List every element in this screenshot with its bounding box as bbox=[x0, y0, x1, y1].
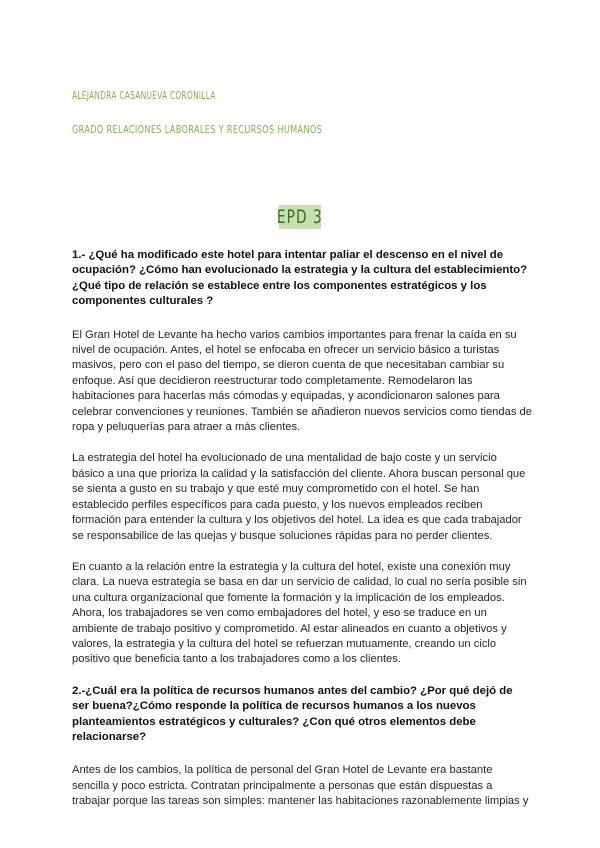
author-name: ALEJANDRA CASANUEVA CORONILLA bbox=[72, 90, 216, 102]
degree-name: GRADO RELACIONES LABORALES Y RECURSOS HUMANOS bbox=[72, 124, 323, 136]
answer-1-paragraph-1: El Gran Hotel de Levante ha hecho varios cambios importantes para frenar la caída en su nivel de ocupación. Antes, el hotel se enfocaba en ofrecer un servicio básico a turistas masivos, pero con el paso del tiempo, se dieron cuenta de que necesitaban cambiar su enfoque. Así que decidieron reestructurar todo completamente. Remodelaron las habitaciones para hacerlas más cómodas y equipadas, y acondicionaron salones para celebrar convenciones y reuniones. También se añadieron nuevos servicios como tiendas de ropa y peluquerías para atraer a más clientes. bbox=[72, 328, 532, 434]
answer-1-paragraph-3: En cuanto a la relación entre la estrategia y la cultura del hotel, existe una conexión muy clara. La nueva estrategia se basa en dar un servicio de calidad, lo cual no sería posible sin una cultura organizacional que fomente la formación y la implicación de los empleados. Ahora, los trabajadores se ven como embajadores del hotel, y eso se traduce en un ambiente de trabajo positivo y comprometido. Al estar alineados en cuanto a objetivos y valores, la estrategia y la cultura del hotel se refuerzan mutuamente, creando un ciclo positivo que beneficia tanto a los trabajadores como a los clientes. bbox=[72, 560, 527, 666]
document-title: EPD 3 bbox=[277, 206, 323, 228]
answer-1-paragraph-2: La estrategia del hotel ha evolucionado de una mentalidad de bajo coste y un servicio básico a una que prioriza la calidad y la satisfacción del cliente. Ahora buscan personal que se sienta a gusto en su trabajo y que esté muy comprometido con el hotel. Se han establecido perfiles específicos para cada puesto, y los nuevos empleados reciben formación para entender la cultura y los objetivos del hotel. La idea es que cada trabajador se responsabilice de las quejas y busque soluciones rápidas para no perder clientes. bbox=[72, 452, 526, 542]
question-1: 1.- ¿Qué ha modificado este hotel para intentar paliar el descenso en el nivel de ocupación? ¿Cómo han evolucionado la estrategia y la cultura del establecimiento? ¿Qué tipo de relación se establece entre los componentes estratégicos y los componentes culturales ? bbox=[72, 249, 528, 308]
answer-2-paragraph-1: Antes de los cambios, la política de personal del Gran Hotel de Levante era bastante sencilla y poco estricta. Contratan principalmente a personas que están dispuestas a trabajar porque las tareas son simples: mantener las habitaciones razonablemente limpias y bbox=[72, 764, 529, 808]
document-body bbox=[72, 248, 532, 826]
document-title-highlight bbox=[279, 205, 321, 229]
question-2: 2.-¿Cuál era la política de recursos humanos antes del cambio? ¿Por qué dejó de ser buena?¿Cómo responde la política de recursos humanos a los nuevos planteamientos estratégicos y culturales? ¿Con qué otros elementos debe relacionarse? bbox=[72, 684, 513, 743]
